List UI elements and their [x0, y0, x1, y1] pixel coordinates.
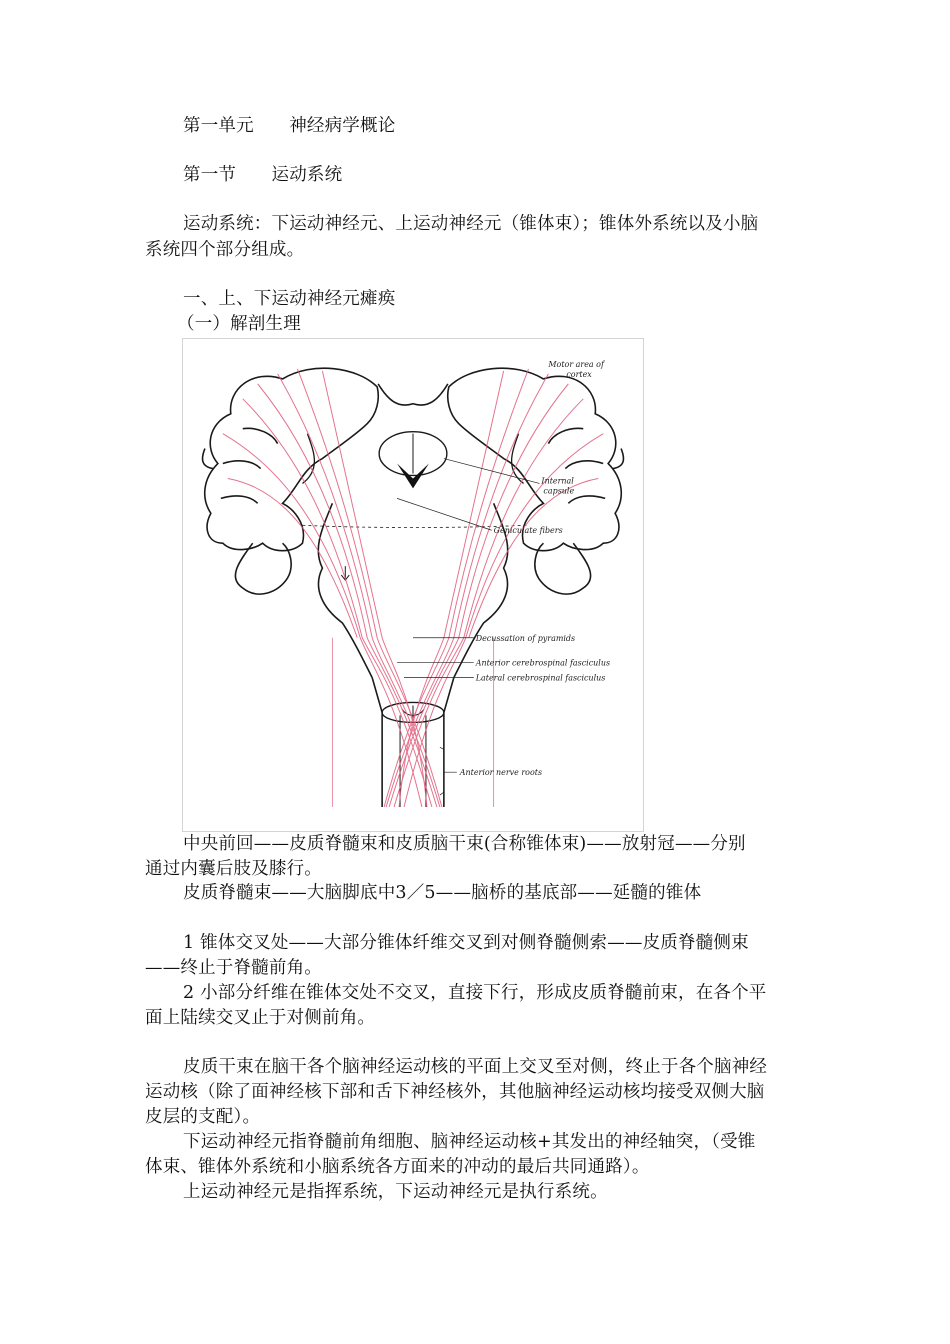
label-internal-capsule-2: capsule: [543, 486, 575, 496]
body-line-12: 体束、锥体外系统和小脑系统各方面来的冲动的最后共同通路）。: [145, 1157, 650, 1177]
pyramidal-tract-figure: [182, 338, 644, 832]
label-anterior-cerebrospinal-fasciculus: Anterior cerebrospinal fasciculus: [475, 658, 611, 668]
body-line-11: 下运动神经元指脊髓前角细胞、脑神经运动核+其发出的神经轴突，（受锥: [183, 1132, 756, 1152]
body-line-13: 上运动神经元是指挥系统，下运动神经元是执行系统。: [183, 1182, 608, 1202]
heading-anatomy-physiology: （一）解剖生理: [177, 314, 301, 334]
heading-upper-lower-motor-neuron: 一、上、下运动神经元瘫痪: [183, 289, 396, 309]
pyramidal-tract-diagram: [183, 339, 643, 831]
body-line-1: 中央前回——皮质脊髓束和皮质脑干束(合称锥体束)——放射冠——分别: [183, 834, 746, 854]
label-geniculate-fibers: Geniculate fibers: [493, 526, 563, 536]
unit-title: 第一单元 神经病学概论: [183, 116, 396, 136]
section-title: 第一节 运动系统: [183, 165, 343, 185]
body-line-7: 面上陆续交叉止于对侧前角。: [145, 1008, 376, 1028]
brain-outline: [203, 368, 624, 807]
body-line-10: 皮层的支配）。: [145, 1107, 261, 1127]
intro-line-1: 运动系统：下运动神经元、上运动神经元（锥体束）；锥体外系统以及小脑: [183, 214, 759, 234]
body-line-5: ——终止于脊髓前角。: [145, 958, 322, 978]
label-internal-capsule: Internal: [541, 476, 574, 486]
label-lateral-cerebrospinal-fasciculus: Lateral cerebrospinal fasciculus: [475, 673, 606, 683]
label-decussation-of-pyramids: Decussation of pyramids: [475, 633, 576, 643]
intro-line-2: 系统四个部分组成。: [145, 240, 305, 260]
body-line-4: 1 锥体交叉处——大部分锥体纤维交叉到对侧脊髓侧索——皮质脊髓侧束: [183, 933, 749, 953]
label-motor-area: Motor area of: [548, 359, 604, 369]
body-line-6: 2 小部分纤维在锥体交处不交叉，直接下行，形成皮质脊髓前束，在各个平: [183, 983, 767, 1003]
body-line-3: 皮质脊髓束——大脑脚底中3／5——脑桥的基底部——延髓的锥体: [183, 883, 702, 903]
body-line-8: 皮质干束在脑干各个脑神经运动核的平面上交叉至对侧，终止于各个脑神经: [183, 1057, 768, 1077]
label-motor-area-cortex: cortex: [566, 369, 592, 379]
label-anterior-nerve-roots: Anterior nerve roots: [459, 768, 543, 778]
body-line-2: 通过内囊后肢及膝行。: [145, 859, 322, 879]
body-line-9: 运动核（除了面神经核下部和舌下神经核外，其他脑神经运动核均接受双侧大脑: [145, 1082, 765, 1102]
